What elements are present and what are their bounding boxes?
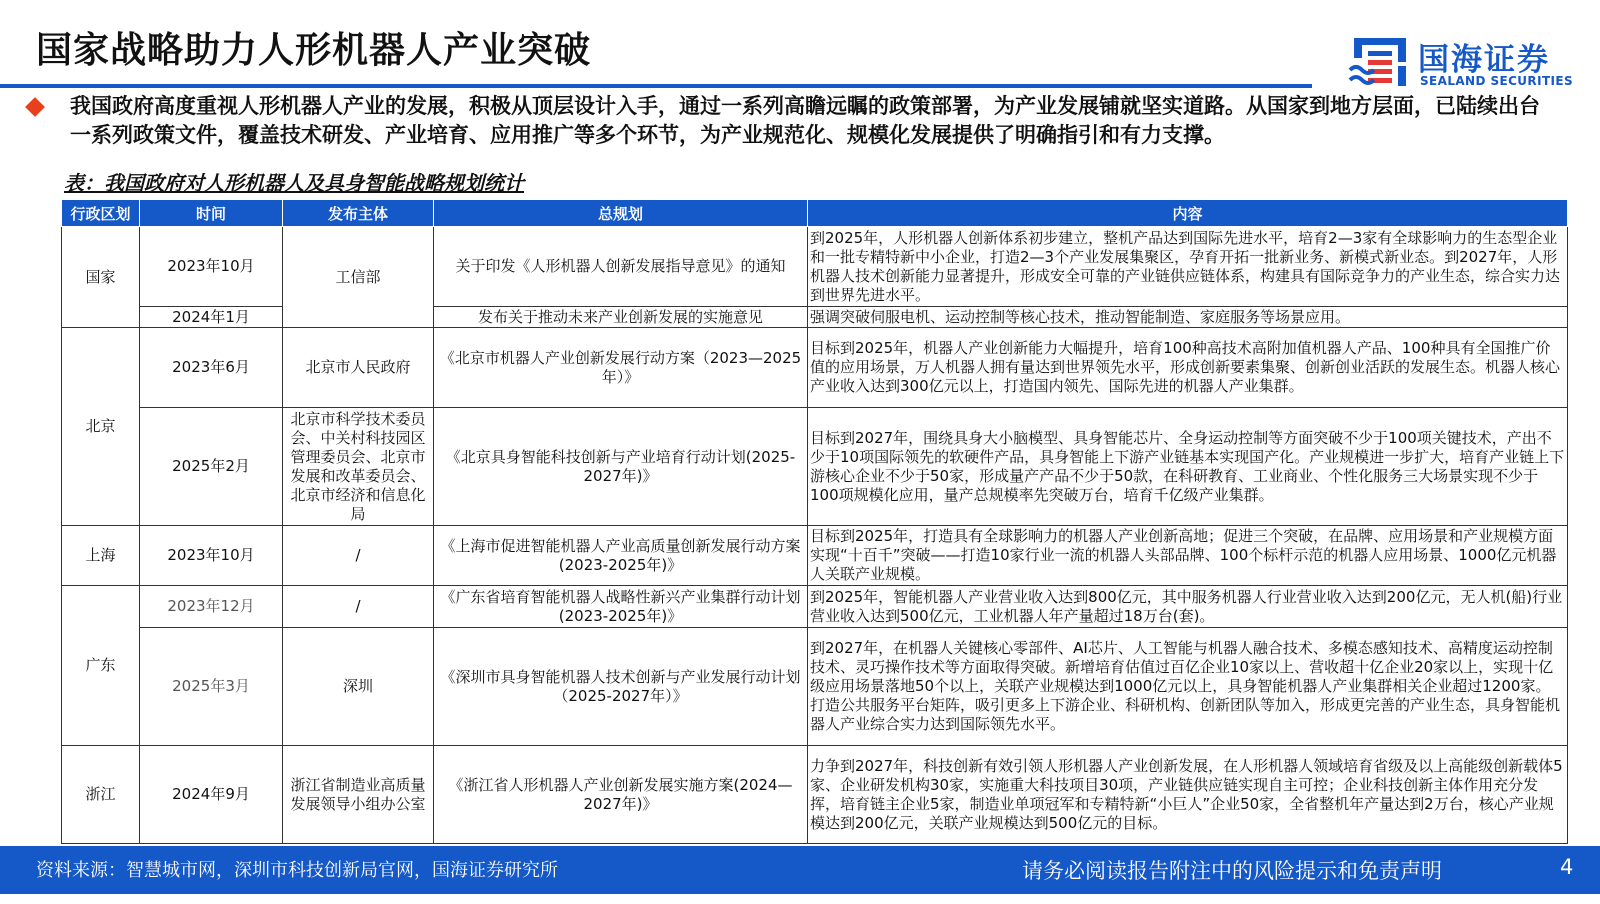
- time-cell: 2023年10月: [140, 227, 283, 307]
- page-number: 4: [1560, 855, 1574, 879]
- region-cell: 北京: [62, 328, 140, 526]
- footer-disclaimer: 请务必阅读报告附注中的风险提示和免责声明: [1022, 859, 1442, 883]
- region-cell: 上海: [62, 526, 140, 586]
- table-row: [62, 586, 1568, 628]
- content-cell: 目标到2025年，机器人产业创新能力大幅提升，培育100种高技术高附加值机器人产品、100种具有全国推广价值的应用场景，万人机器人拥有量达到世界领先水平，形成创新要素集聚、创新创业活跃的发展生态。机器人核心产业收入达到300亿元以上，打造国内领先、国际先进的机器人产业集群。: [808, 328, 1568, 408]
- footer-source: 资料来源：智慧城市网，深圳市科技创新局官网，国海证券研究所: [36, 860, 558, 881]
- time-cell: 2023年6月: [140, 328, 283, 408]
- table-row: [62, 408, 1568, 526]
- intro-paragraph: 我国政府高度重视人形机器人产业的发展，积极从顶层设计入手，通过一系列高瞻远瞩的政策部署，为产业发展铺就坚实道路。从国家到地方层面，已陆续出台一系列政策文件，覆盖技术研发、产业培育、应用推广等多个环节，为产业规范化、规模化发展提供了明确指引和有力支撑。: [70, 94, 1540, 147]
- region-cell: 浙江: [62, 746, 140, 844]
- title-rule: [0, 84, 1312, 88]
- header-time: 时间: [140, 200, 283, 227]
- content-cell: 到2027年，在机器人关键核心零部件、AI芯片、人工智能与机器人融合技术、多模态感知技术、高精度运动控制技术、灵巧操作技术等方面取得突破。新增培育估值过百亿企业10家以上、营收超十亿企业20家以上，实现十亿级应用场景落地50个以上，关联产业规模达到1000亿元以上，具身智能机器人产业集群相关企业超过1200家。打造公共服务平台矩阵，吸引更多上下游企业、科研机构、创新团队等加入，形成更完善的产业生态，具身智能机器人产业综合实力达到国际领先水平。: [808, 628, 1568, 746]
- plan-cell: 《广东省培育智能机器人战略性新兴产业集群行动计划(2023-2025年)》: [434, 586, 808, 628]
- table-row: [62, 227, 1568, 307]
- plan-cell: 《深圳市具身智能机器人技术创新与产业发展行动计划（2025-2027年）》: [434, 628, 808, 746]
- table-header-row: [62, 200, 1568, 227]
- region-cell: 国家: [62, 227, 140, 328]
- time-cell: 2023年12月: [140, 586, 283, 628]
- content-cell: 到2025年，人形机器人创新体系初步建立，整机产品达到国际先进水平，培育2—3家有全球影响力的生态型企业和一批专精特新中小企业，打造2—3个产业发展集聚区，孕育开拓一批新业务、新模式新业态。到2027年，人形机器人技术创新能力显著提升，形成安全可靠的产业链供应链体系，构建具有国际竞争力的产业生态，综合实力达到世界先进水平。: [808, 227, 1568, 307]
- plan-cell: 《上海市促进智能机器人产业高质量创新发展行动方案(2023-2025年)》: [434, 526, 808, 586]
- publisher-cell: /: [283, 586, 434, 628]
- publisher-cell: 北京市人民政府: [283, 328, 434, 408]
- time-cell: 2023年10月: [140, 526, 283, 586]
- publisher-cell: 浙江省制造业高质量发展领导小组办公室: [283, 746, 434, 844]
- publisher-cell: 工信部: [283, 227, 434, 328]
- time-cell: 2025年3月: [140, 628, 283, 746]
- table-row: [62, 328, 1568, 408]
- content-cell: 目标到2025年，打造具有全球影响力的机器人产业创新高地；促进三个突破，在品牌、应用场景和产业规模方面实现“十百千”突破——打造10家行业一流的机器人头部品牌、100个标杆示范的机器人应用场景、1000亿元机器人关联产业规模。: [808, 526, 1568, 586]
- page-title: 国家战略助力人形机器人产业突破: [36, 30, 592, 71]
- header-publisher: 发布主体: [283, 200, 434, 227]
- footer-bar: [0, 846, 1600, 894]
- header-region: 行政区划: [62, 200, 140, 227]
- publisher-cell: 深圳: [283, 628, 434, 746]
- table-caption: 表：我国政府对人形机器人及具身智能战略规划统计: [64, 171, 524, 195]
- content-cell: 强调突破伺服电机、运动控制等核心技术，推动智能制造、家庭服务等场景应用。: [808, 307, 1568, 328]
- company-logo: [1348, 34, 1574, 90]
- plan-cell: 关于印发《人形机器人创新发展指导意见》的通知: [434, 227, 808, 307]
- table-row: [62, 628, 1568, 746]
- plan-cell: 发布关于推动未来产业创新发展的实施意见: [434, 307, 808, 328]
- content-cell: 到2025年，智能机器人产业营业收入达到800亿元，其中服务机器人行业营业收入达到200亿元，无人机(船)行业营业收入达到500亿元，工业机器人年产量超过18万台(套)。: [808, 586, 1568, 628]
- publisher-cell: /: [283, 526, 434, 586]
- table-row: [62, 746, 1568, 844]
- time-cell: 2024年1月: [140, 307, 283, 328]
- logo-chinese-name: 国海证券: [1418, 42, 1550, 78]
- policy-table: [61, 199, 1568, 844]
- time-cell: 2024年9月: [140, 746, 283, 844]
- plan-cell: 《北京具身智能科技创新与产业培育行动计划(2025-2027年)》: [434, 408, 808, 526]
- header-content: 内容: [808, 200, 1568, 227]
- logo-english-name: SEALAND SECURITIES: [1420, 74, 1574, 88]
- table-row: [62, 526, 1568, 586]
- region-cell: 广东: [62, 586, 140, 746]
- time-cell: 2025年2月: [140, 408, 283, 526]
- publisher-cell: 北京市科学技术委员会、中关村科技园区管理委员会、北京市发展和改革委员会、北京市经济和信息化局: [283, 408, 434, 526]
- sealand-logo-icon: [1348, 34, 1412, 90]
- plan-cell: 《浙江省人形机器人产业创新发展实施方案(2024—2027年)》: [434, 746, 808, 844]
- content-cell: 目标到2027年，围绕具身大小脑模型、具身智能芯片、全身运动控制等方面突破不少于100项关键技术，产出不少于10项国际领先的软硬件产品，具身智能上下游产业链基本实现国产化。产业规模进一步扩大，培育产业链上下游核心企业不少于50家，形成量产产品不少于50款，在科研教育、工业商业、个性化服务三大场景实现不少于100项规模化应用，量产总规模率先突破万台，培育千亿级产业集群。: [808, 408, 1568, 526]
- plan-cell: 《北京市机器人产业创新发展行动方案（2023—2025年）》: [434, 328, 808, 408]
- content-cell: 力争到2027年，科技创新有效引领人形机器人产业创新发展，在人形机器人领域培育省级及以上高能级创新载体5家、企业研发机构30家，实施重大科技项目30项，产业链供应链实现自主可控；企业科技创新主体作用充分发挥，培育链主企业5家，制造业单项冠军和专精特新“小巨人”企业50家，全省整机年产量达到2万台，核心产业规模达到200亿元，关联产业规模达到500亿元的目标。: [808, 746, 1568, 844]
- header-plan: 总规划: [434, 200, 808, 227]
- bullet-diamond-icon: [25, 97, 45, 117]
